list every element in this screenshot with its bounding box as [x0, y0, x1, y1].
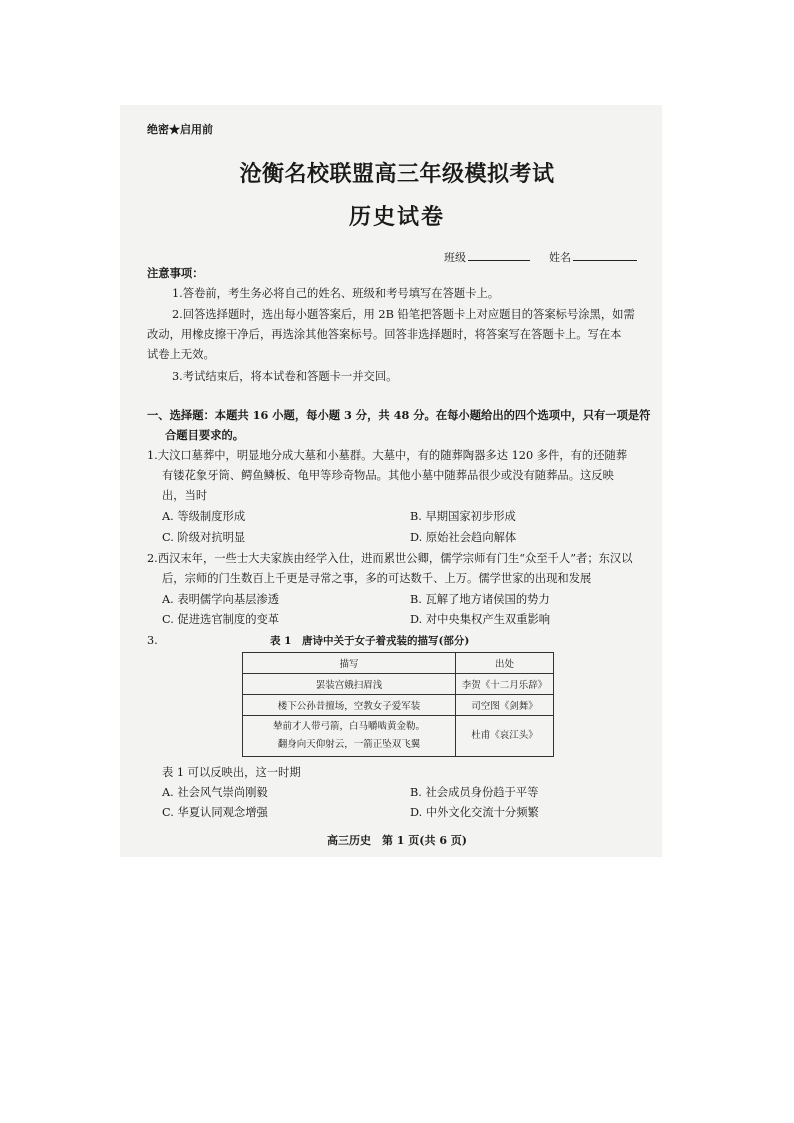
table-caption: 表 1 唐诗中关于女子着戎装的描写(部分) — [270, 635, 470, 647]
option-b[interactable]: B. 社会成员身份趋于平等 — [410, 786, 539, 799]
exam-title: 沧衡名校联盟高三年级模拟考试 — [239, 161, 555, 187]
table-row — [243, 716, 554, 757]
option-a[interactable]: A. 等级制度形成 — [162, 510, 246, 523]
class-field[interactable] — [468, 248, 530, 261]
student-info-fields — [444, 248, 637, 265]
table-cell: 李贺《十二月乐辞》 — [456, 674, 554, 695]
notes-heading: 注意事项： — [147, 266, 204, 280]
exam-subtitle: 历史试卷 — [348, 204, 445, 230]
table-header: 出处 — [456, 653, 554, 674]
option-d[interactable]: D. 原始社会趋向解体 — [410, 531, 517, 544]
question-2-stem: 2.西汉末年，一些士大夫家族由经学入仕，进而累世公卿，儒学宗师有门生“众至千人”者；东汉以 — [147, 552, 633, 565]
option-c[interactable]: C. 促进选官制度的变革 — [162, 613, 280, 626]
class-label: 班级 — [444, 251, 466, 264]
name-field[interactable] — [573, 248, 637, 261]
option-c[interactable]: C. 阶级对抗明显 — [162, 531, 246, 544]
option-b[interactable]: B. 早期国家初步形成 — [410, 510, 516, 523]
name-label: 姓名 — [549, 251, 571, 264]
section-heading: 一、选择题：本题共 16 小题，每小题 3 分，共 48 分。在每小题给出的四个选项中，只有一项是符 — [147, 408, 651, 422]
table-row — [243, 674, 554, 695]
tang-poetry-table — [242, 652, 554, 757]
confidential-label: 绝密★启用前 — [147, 123, 213, 136]
note-line: 改动，用橡皮擦干净后，再选涂其他答案标号。回答非选择题时，将答案写在答题卡上。写在本 — [147, 328, 622, 341]
question-1-stem: 出，当时 — [162, 489, 208, 502]
option-a[interactable]: A. 社会风气崇尚刚毅 — [162, 786, 268, 799]
question-2-stem: 后，宗师的门生数百上千更是寻常之事，多的可达数千、上万。儒学世家的出现和发展 — [162, 572, 592, 585]
question-3-number: 3. — [147, 634, 158, 647]
note-line: 3.考试结束后，将本试卷和答题卡一并交回。 — [172, 370, 398, 383]
note-line: 1.答卷前，考生务必将自己的姓名、班级和考号填写在答题卡上。 — [172, 287, 500, 300]
option-b[interactable]: B. 瓦解了地方诸侯国的势力 — [410, 593, 550, 606]
table-header-row — [243, 653, 554, 674]
question-1-stem: 1.大汶口墓葬中，明显地分成大墓和小墓群。大墓中，有的随葬陶器多达 120 多件，有的还随葬 — [147, 449, 628, 462]
table-cell: 楼下公孙昔擅场，空教女子爱军装 — [243, 695, 456, 716]
section-heading-cont: 合题目要求的。 — [165, 428, 245, 442]
option-d[interactable]: D. 中外文化交流十分频繁 — [410, 806, 539, 819]
table-cell: 司空图《剑舞》 — [456, 695, 554, 716]
note-line: 试卷上无效。 — [147, 348, 215, 361]
table-cell: 罢装宫娥扫眉浅 — [243, 674, 456, 695]
option-a[interactable]: A. 表明儒学向基层渗透 — [162, 593, 280, 606]
note-line: 2.回答选择题时，选出每小题答案后，用 2B 铅笔把答题卡上对应题目的答案标号涂黑，如需 — [172, 308, 635, 321]
table-cell: 杜甫《哀江头》 — [456, 716, 554, 757]
table-cell — [243, 716, 456, 757]
table-row — [243, 695, 554, 716]
question-1-stem: 有镂花象牙筒、鳄鱼鳞板、龟甲等珍奇物品。其他小墓中随葬品很少或没有随葬品。这反映 — [162, 469, 614, 482]
poem-line: 辇前才人带弓箭，白马嚼啮黄金勒。 — [272, 721, 425, 732]
question-3-stem: 表 1 可以反映出，这一时期 — [162, 766, 301, 779]
table-header: 描写 — [243, 653, 456, 674]
option-d[interactable]: D. 对中央集权产生双重影响 — [410, 613, 551, 626]
poem-line: 翻身向天仰射云，一箭正坠双飞翼 — [277, 739, 421, 750]
option-c[interactable]: C. 华夏认同观念增强 — [162, 806, 268, 819]
page-footer: 高三历史 第 1 页(共 6 页) — [326, 834, 468, 847]
